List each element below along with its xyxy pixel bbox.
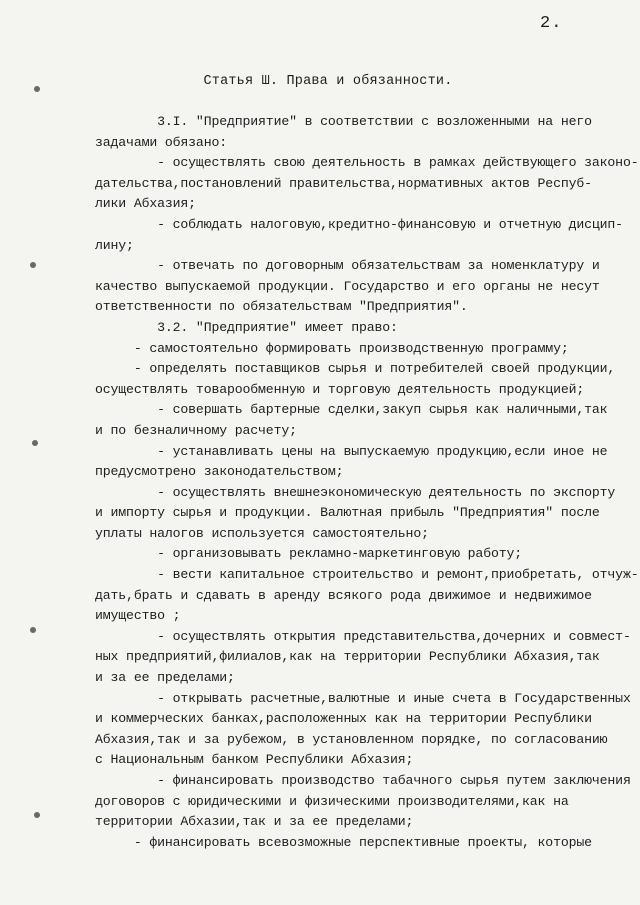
text-line: - вести капитальное строительство и ремонт,приобретать, отчуж- [95, 567, 639, 583]
text-line: с Национальным банком Республики Абхазия; [95, 752, 414, 768]
binding-mark [34, 812, 40, 818]
text-line: Абхазия,так и за рубежом, в установленном порядке, по согласованию [95, 731, 608, 747]
page-number: 2. [540, 14, 563, 33]
text-line: осуществлять товарообменную и торговую деятельность продукцией; [95, 381, 585, 397]
binding-mark [30, 262, 36, 268]
text-line: ных предприятий,филиалов,как на территории Республики Абхазия,так [95, 649, 600, 665]
binding-mark [30, 627, 36, 633]
text-line: и за ее пределами; [95, 670, 235, 686]
body-text [95, 112, 639, 853]
text-line: - определять поставщиков сырья и потребителей своей продукции, [95, 361, 616, 377]
text-line: имущество ; [95, 608, 181, 624]
text-line: дательства,постановлений правительства,нормативных актов Респуб- [95, 175, 592, 191]
text-line: и по безналичному расчету; [95, 422, 297, 438]
text-line: предусмотрено законодательством; [95, 464, 344, 480]
text-line: - финансировать производство табачного сырья путем заключения [95, 773, 631, 788]
text-line: - совершать бартерные сделки,закуп сырья как наличными,так [95, 402, 608, 418]
text-line: лики Абхазия; [95, 196, 196, 212]
text-line: дать,брать и сдавать в аренду всякого рода движимое и недвижимое [95, 587, 592, 603]
text-line: ответственности по обязательствам "Предприятия". [95, 299, 468, 315]
text-line: уплаты налогов используется самостоятельно; [95, 525, 429, 541]
text-line: - финансировать всевозможные перспективные проекты, которые [95, 834, 592, 850]
text-line: качество выпускаемой продукции. Государство и его органы не несут [95, 278, 600, 294]
article-title: Статья Ш. Права и обязанности. [203, 74, 453, 89]
text-line: территории Абхазии,так и за ее пределами; [95, 814, 414, 830]
binding-mark [32, 440, 38, 446]
text-line: договоров с юридическими и физическими производителями,как на [95, 793, 569, 809]
text-line: - осуществлять свою деятельность в рамках действующего законо- [95, 155, 639, 171]
text-line: - соблюдать налоговую,кредитно-финансовую и отчетную дисцип- [95, 216, 623, 232]
text-line: задачами обязано: [95, 134, 227, 150]
text-line: лину; [95, 237, 134, 253]
text-line: 3.I. "Предприятие" в соответствии с возложенными на него [95, 114, 592, 129]
text-line: - отвечать по договорным обязательствам за номенклатуру и [95, 258, 600, 274]
text-line: и импорту сырья и продукции. Валютная прибыль "Предприятия" после [95, 505, 600, 521]
text-line: - организовывать рекламно-маркетинговую работу; [95, 546, 523, 562]
text-line: 3.2. "Предприятие" имеет право: [95, 319, 398, 335]
text-line: - самостоятельно формировать производственную программу; [95, 340, 569, 356]
text-line: - устанавливать цены на выпускаемую продукцию,если иное не [95, 443, 608, 459]
text-line: - осуществлять внешнеэкономическую деятельность по экспорту [95, 484, 616, 500]
text-line: - открывать расчетные,валютные и иные счета в Государственных [95, 690, 631, 706]
text-line: и коммерческих банках,расположенных как на территории Республики [95, 711, 592, 727]
text-line: - осуществлять открытия представительства,дочерних и совмест- [95, 628, 631, 644]
binding-mark [34, 86, 40, 92]
